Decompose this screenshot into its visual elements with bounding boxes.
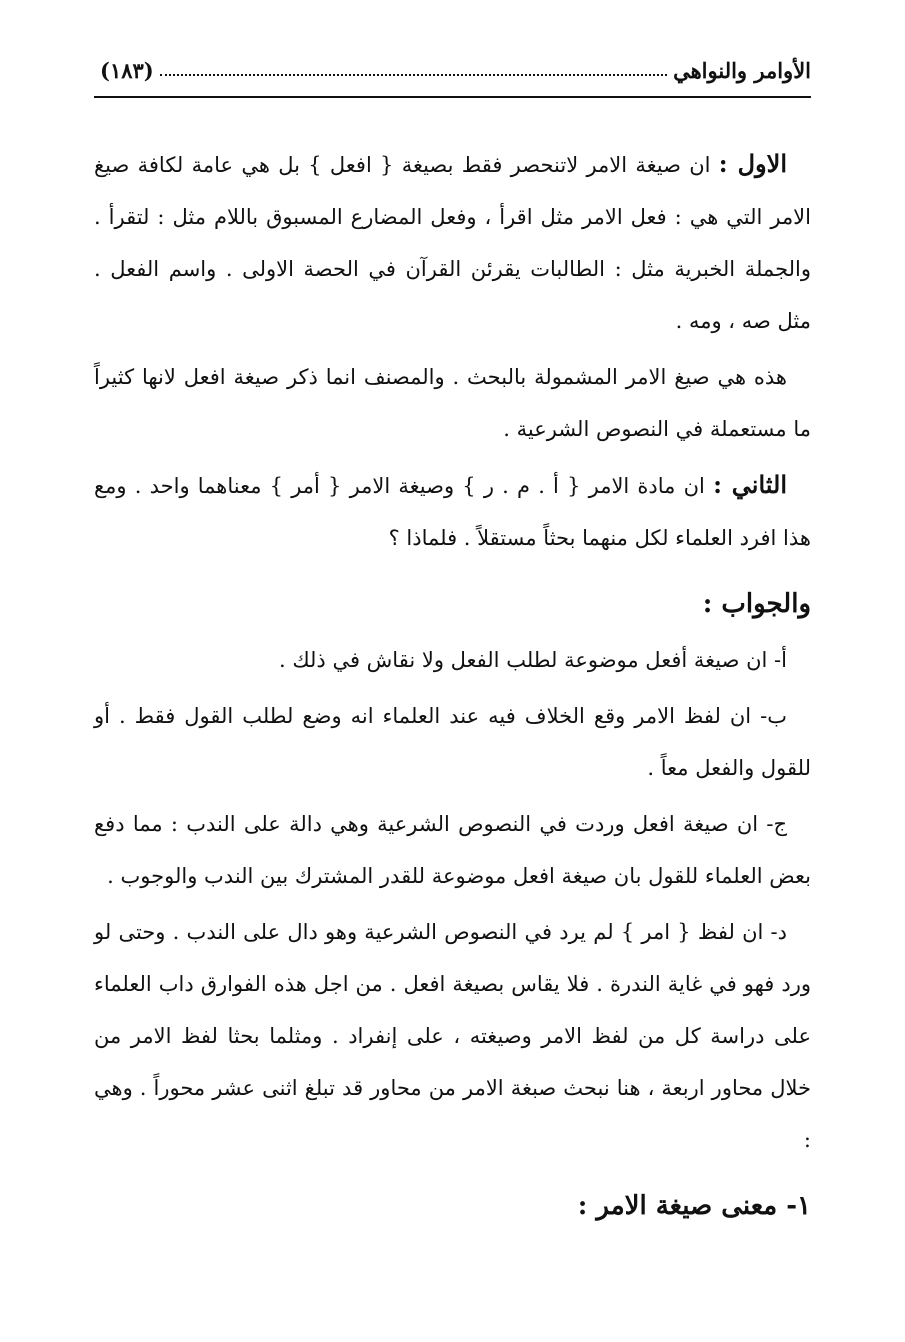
- chapter-title: الأوامر والنواهي: [673, 57, 811, 83]
- paragraph-text-first: ان صيغة الامر لاتنحصر فقط بصيغة { افعل } بل هي عامة لكافة صيغ الامر التي هي : فعل الامر مثل اقرأ ، وفعل المضارع المسبوق باللام مثل : لتقرأ . والجملة الخبرية مثل : الطالبات يقرئن القرآن في الحصة الاولى . واسم الفعل . مثل صه ، ومه .: [94, 153, 811, 333]
- paragraph-text-second: ان مادة الامر { أ . م . ر } وصيغة الامر { أمر } معناهما واحد . ومع هذا افرد العلماء لكل منهما بحثاً مستقلاً . فلماذا ؟: [94, 474, 811, 550]
- page-body: [94, 138, 811, 1236]
- answer-point-a: أ- ان صيغة أفعل موضوعة لطلب الفعل ولا نقاش في ذلك .: [278, 648, 787, 672]
- page-number: (١٨٣): [100, 57, 154, 83]
- paragraph-second: [94, 459, 811, 564]
- paragraph-scope: هذه هي صيغ الامر المشمولة بالبحث . والمصنف انما ذكر صيغة افعل لانها كثيراً ما مستعملة في النصوص الشرعية .: [94, 365, 811, 441]
- paragraph-lead-second: الثاني :: [713, 470, 787, 499]
- leader-dots: [160, 74, 667, 76]
- section-heading: ١- معنى صيغة الامر :: [577, 1191, 811, 1221]
- answer-point-b: ب- ان لفظ الامر وقع الخلاف فيه عند العلماء انه وضع لطلب القول فقط . أو للقول والفعل معاً .: [94, 704, 811, 780]
- answer-point-c: ج- ان صيغة افعل وردت في النصوص الشرعية وهي دالة على الندب : مما دفع بعض العلماء للقول بان صيغة افعل موضوعة للقدر المشترك بين الندب والوجوب .: [94, 812, 811, 888]
- answer-point-d: د- ان لفظ { امر } لم يرد في النصوص الشرعية وهو دال على الندب . وحتى لو ورد فهو في غاية الندرة . فلا يقاس بصيغة افعل . من اجل هذه الفوارق داب العلماء على دراسة كل من لفظ الامر وصيغته ، على إنفراد . ومثلما بحثا لفظ الامر من خلال محاور اربعة ، هنا نبحث صبغة الامر من محاور قد تبلغ اثنى عشر محوراً . وهي :: [94, 920, 811, 1152]
- running-header: [100, 52, 811, 88]
- paragraph-first: [94, 138, 811, 347]
- paragraph-lead-first: الاول :: [718, 149, 787, 178]
- header-divider: [94, 96, 811, 98]
- answer-heading: والجواب :: [702, 589, 811, 619]
